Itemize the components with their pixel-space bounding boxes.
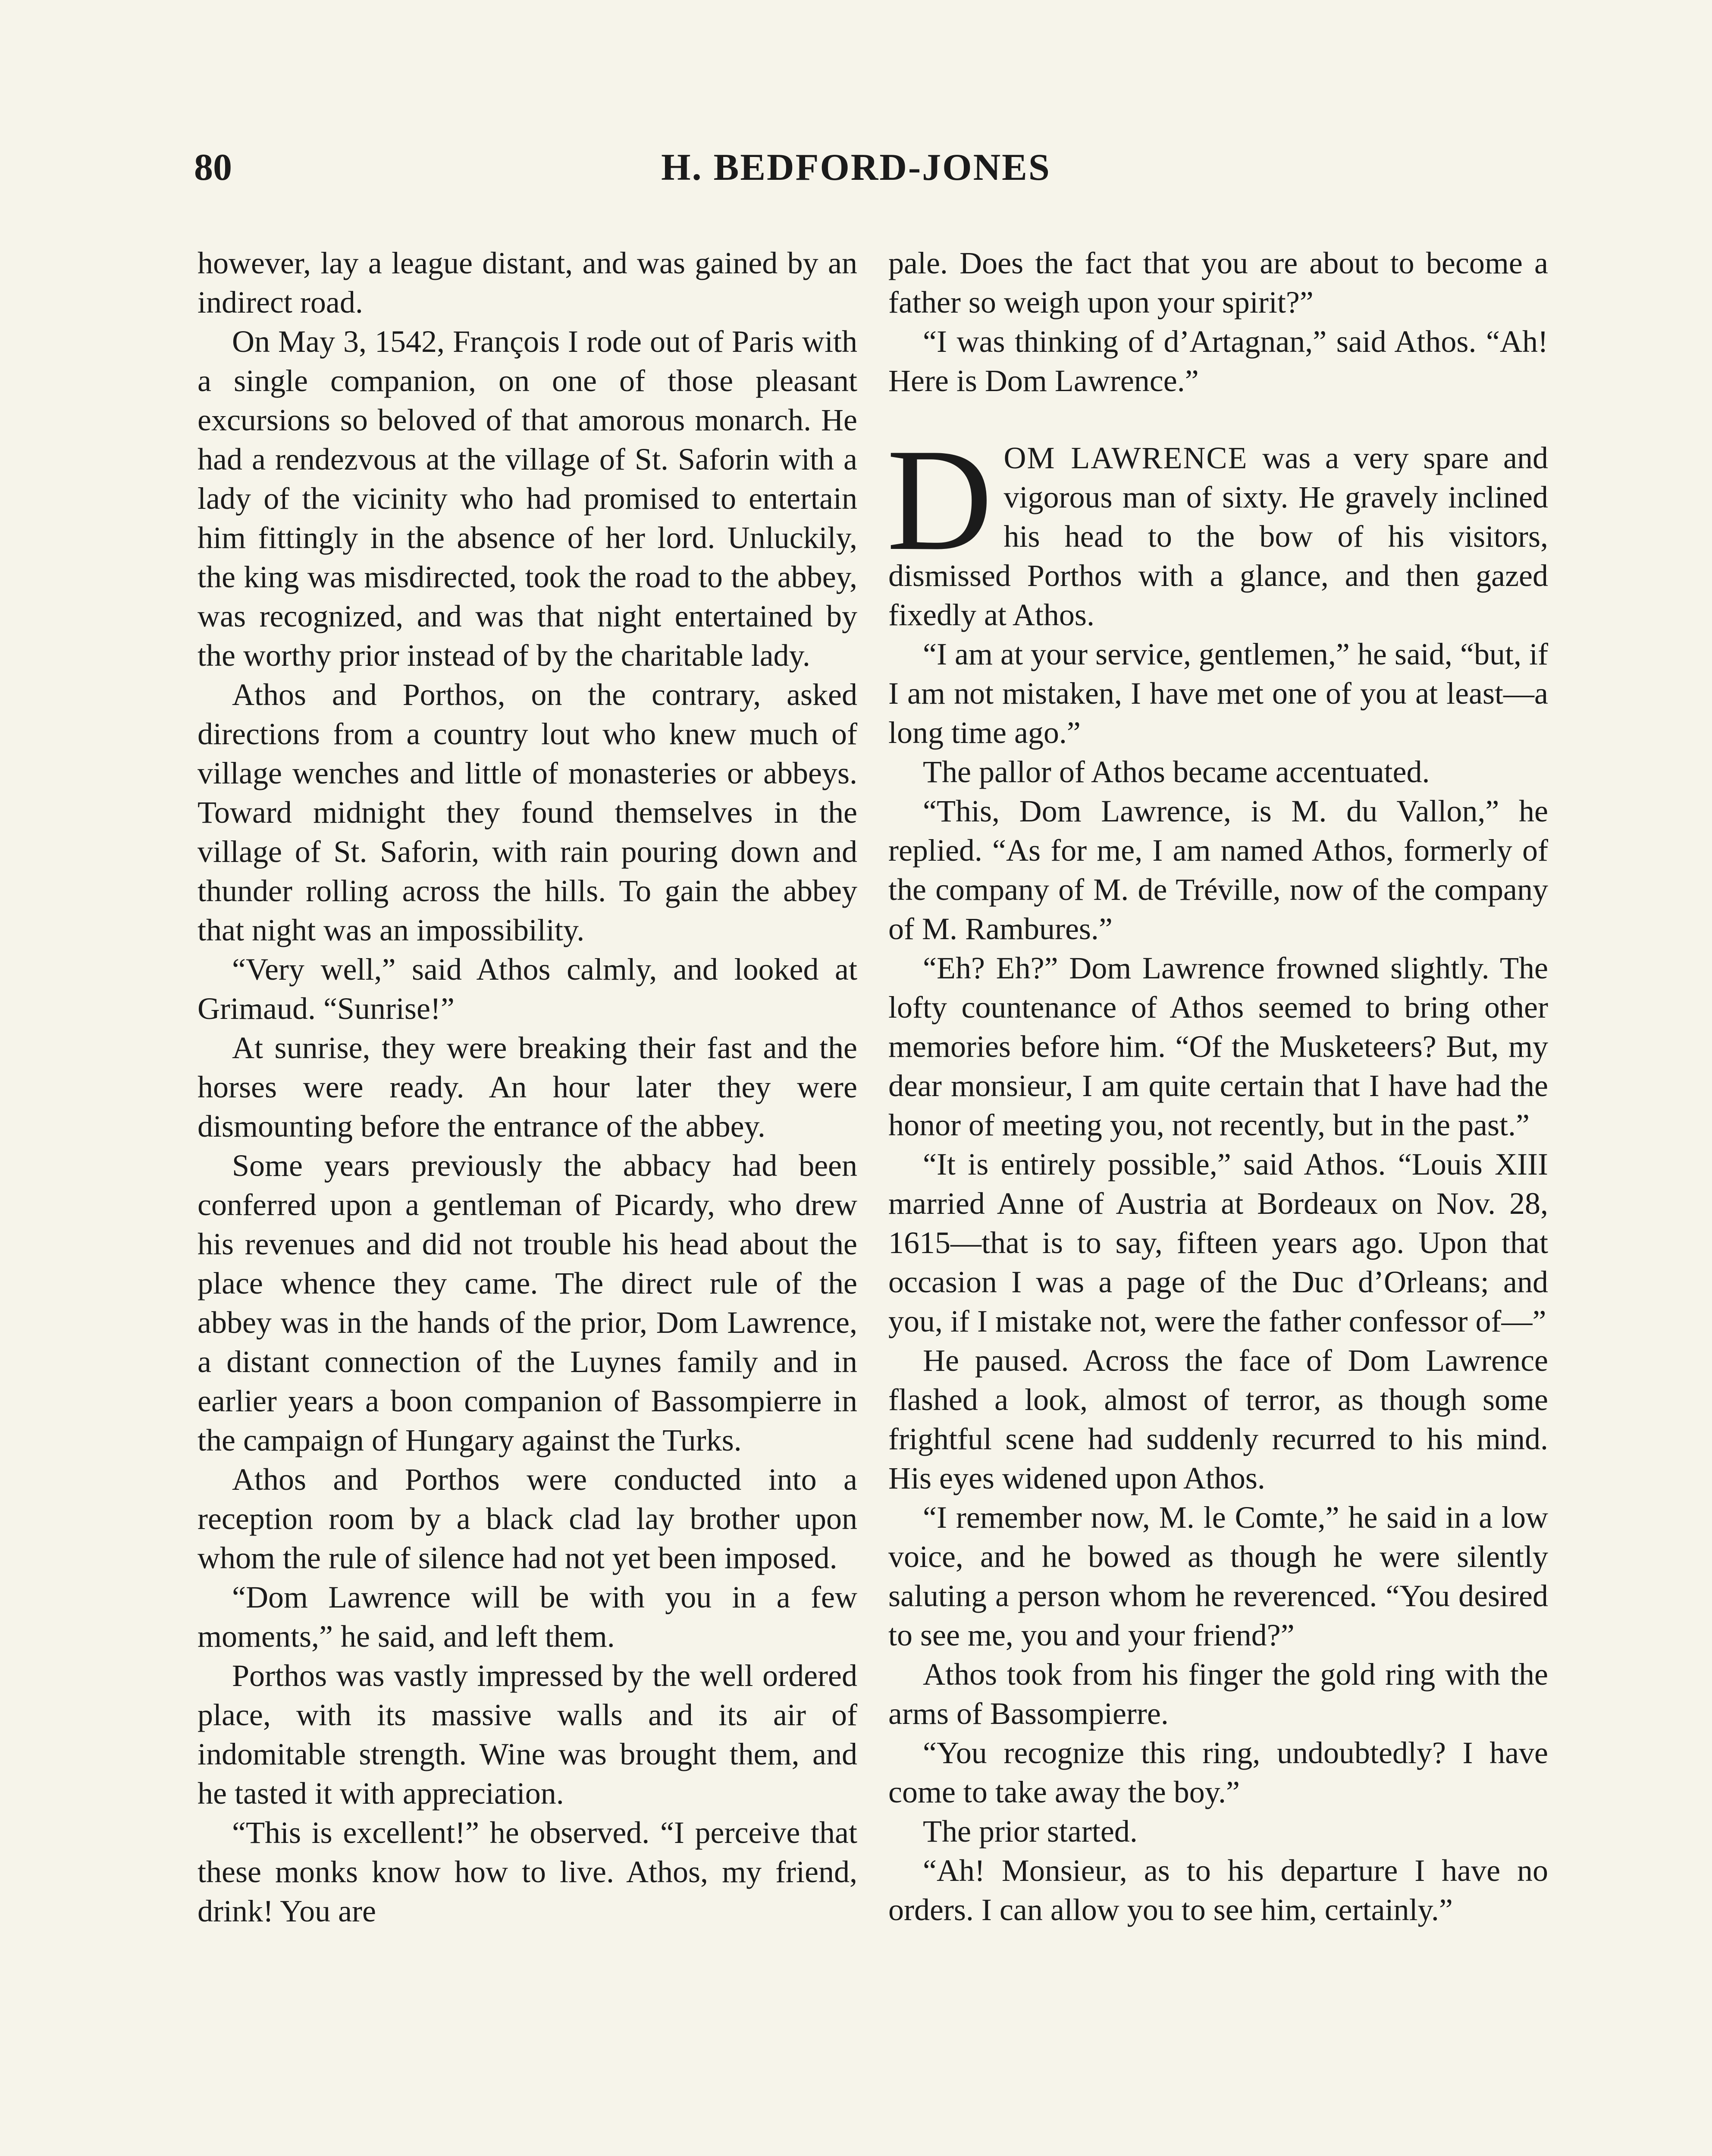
paragraph: He paused. Across the face of Dom Lawrence flashed a look, almost of terror, as though some frightful scene had suddenly recurred to his mind. His eyes widened upon Athos. [888, 1343, 1548, 1495]
paragraph: however, lay a league distant, and was gained by an indirect road. [198, 246, 857, 320]
paragraph: “I was thinking of d’Artagnan,” said Athos. “Ah! Here is Dom Lawrence.” [888, 324, 1548, 398]
drop-cap: D [887, 418, 993, 581]
right-column [888, 244, 1548, 1930]
paragraph: Athos and Porthos, on the contrary, asked directions from a country lout who knew much of village wenches and little of monasteries or abbeys. Toward midnight they found themselves in the village of St. Saforin, with rain pouring down and thunder rolling across the hills. To gain the abbey that night was an impossibility. [198, 677, 857, 947]
paragraph: “I remember now, M. le Comte,” he said in a low voice, and he bowed as though he were silently saluting a person whom he reverenced. “You desired to see me, you and your friend?” [888, 1500, 1548, 1652]
paragraph: “Very well,” said Athos calmly, and looked at Grimaud. “Sunrise!” [198, 952, 857, 1026]
paragraph: At sunrise, they were breaking their fast and the horses were ready. An hour later they were dismounting before the entrance of the abbey. [198, 1031, 857, 1144]
paragraph: “This, Dom Lawrence, is M. du Vallon,” he replied. “As for me, I am named Athos, formerly of the company of M. de Tréville, now of the company of M. Rambures.” [888, 794, 1548, 946]
paragraph: On May 3, 1542, François I rode out of Paris with a single companion, on one of those pleasant excursions so beloved of that amorous monarch. He had a rendezvous at the village of St. Saforin with a lady of the vicinity who had promised to entertain him fittingly in the absence of her lord. Unluckily, the king was misdirected, took the road to the abbey, was recognized, and was that night entertained by the worthy prior instead of by the charitable lady. [198, 324, 857, 673]
page-number: 80 [194, 147, 232, 188]
left-column [198, 244, 857, 1931]
paragraph: The prior started. [923, 1814, 1138, 1849]
paragraph: “This is excellent!” he observed. “I perceive that these monks know how to live. Athos, my friend, drink! You are [198, 1815, 857, 1928]
paragraph: “You recognize this ring, undoubtedly? I have come to take away the boy.” [888, 1736, 1548, 1809]
paragraph: The pallor of Athos became accentuated. [923, 755, 1430, 789]
paragraph: “I am at your service, gentlemen,” he said, “but, if I am not mistaken, I have met one of you at least—a long time ago.” [888, 637, 1548, 750]
paragraph: Athos took from his finger the gold ring with the arms of Bassompierre. [888, 1657, 1548, 1731]
paragraph: “Dom Lawrence will be with you in a few moments,” he said, and left them. [198, 1580, 857, 1654]
paragraph: Porthos was vastly impressed by the well ordered place, with its massive walls and its air of indomitable strength. Wine was brought them, and he tasted it with appreciation. [198, 1658, 857, 1811]
paragraph: Athos and Porthos were conducted into a reception room by a black clad lay brother upon whom the rule of silence had not yet been imposed. [198, 1462, 857, 1575]
paragraph: “Ah! Monsieur, as to his departure I have no orders. I can allow you to see him, certainly.” [888, 1853, 1548, 1927]
dropcap-paragraph [887, 418, 1549, 635]
paragraph: pale. Does the fact that you are about to become a father so weigh upon your spirit?” [888, 246, 1548, 320]
dropcap-text: was a very spare and vigorous man of sixty. He gravely inclined his head to the bow of his visitors, dismissed Porthos with a glance, and then gazed fixedly at Athos. [888, 441, 1549, 632]
paragraph: “It is entirely possible,” said Athos. “Louis XIII married Anne of Austria at Bordeaux on Nov. 28, 1615—that is to say, fifteen years ago. Upon that occasion I was a page of the Duc d’Orleans; and you, if I mistake not, were the father confessor of—” [888, 1147, 1548, 1338]
paragraph: “Eh? Eh?” Dom Lawrence frowned slightly. The lofty countenance of Athos seemed to bring other memories before him. “Of the Musketeers? But, my dear monsieur, I am quite certain that I have had the honor of meeting you, not recently, but in the past.” [888, 951, 1548, 1142]
running-head: H. BEDFORD-JONES [661, 147, 1051, 188]
smallcaps-lead: OM LAWRENCE [1003, 441, 1248, 475]
paragraph: Some years previously the abbacy had been conferred upon a gentleman of Picardy, who drew his revenues and did not trouble his head about the place whence they came. The direct rule of the abbey was in the hands of the prior, Dom Lawrence, a distant connection of the Luynes family and in earlier years a boon companion of Bassompierre in the campaign of Hungary against the Turks. [198, 1148, 857, 1457]
